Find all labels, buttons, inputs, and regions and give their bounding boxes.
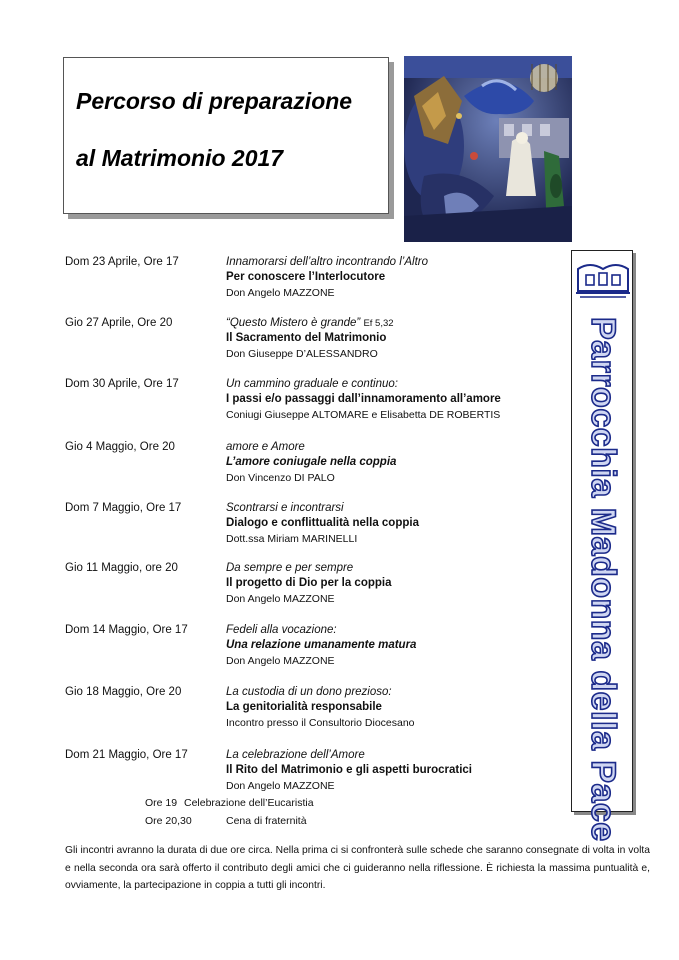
entry-speaker: Don Vincenzo DI PALO — [226, 472, 335, 484]
entry-date: Gio 4 Maggio, Ore 20 — [65, 441, 175, 453]
entry-speaker: Don Angelo MAZZONE — [226, 593, 335, 605]
entry-topic: I passi e/o passaggi dall’innamoramento all’amore — [226, 393, 501, 405]
dinner-time: Ore 20,30 — [145, 815, 192, 827]
entry-date: Dom 14 Maggio, Ore 17 — [65, 624, 188, 636]
entry-theme: La custodia di un dono prezioso: — [226, 686, 392, 698]
entry-date: Dom 7 Maggio, Ore 17 — [65, 502, 182, 514]
entry-speaker: Don Angelo MAZZONE — [226, 780, 335, 792]
title-box — [63, 57, 389, 214]
entry-theme: Da sempre e per sempre — [226, 562, 354, 574]
entry-date: Dom 23 Aprile, Ore 17 — [65, 256, 179, 268]
entry-topic: Il Rito del Matrimonio e gli aspetti burocratici — [226, 764, 473, 776]
entry-topic: L’amore coniugale nella coppia — [226, 456, 397, 468]
entry-topic: Il progetto di Dio per la coppia — [226, 577, 392, 589]
entry-theme: Innamorarsi dell’altro incontrando l’Altro — [226, 256, 428, 268]
entry-topic: Dialogo e conflittualità nella coppia — [226, 517, 419, 529]
church-logo-icon — [572, 251, 634, 301]
entry-theme: amore e Amore — [226, 441, 305, 453]
entry-theme-text: “Questo Mistero è grande” — [226, 317, 361, 329]
mass-time: Ore 19 — [145, 797, 178, 809]
entry-topic: La genitorialità responsabile — [226, 701, 382, 713]
footer-note: Gli incontri avranno la durata di due ore circa. Nella prima ci si confronterà sulle schede che saranno consegnate di volta in volta e nella seconda ora sarà offerto il contributo degli amici che ci guideranno nella riflessione. È richiesta la massima puntualità e, ovviamente, la partecipazione in coppia a tutti gli incontri. — [65, 845, 650, 891]
entry-theme: Fedeli alla vocazione: — [226, 624, 337, 636]
entry-theme: Un cammino graduale e continuo: — [226, 378, 398, 390]
mass-label: Celebrazione dell’Eucaristia — [184, 797, 314, 809]
entry-speaker: Dott.ssa Miriam MARINELLI — [226, 533, 358, 545]
parish-name: Parrocchia Madonna della Pace — [584, 317, 622, 842]
parish-banner — [571, 250, 633, 842]
entry-speaker: Incontro presso il Consultorio Diocesano — [226, 717, 415, 729]
entry-speaker: Don Giuseppe D’ALESSANDRO — [226, 348, 378, 360]
entry-speaker: Don Angelo MAZZONE — [226, 287, 335, 299]
entry-theme: Scontrarsi e incontrarsi — [226, 502, 344, 514]
dinner-label: Cena di fraternità — [226, 815, 307, 827]
entry-theme: La celebrazione dell’Amore — [226, 749, 365, 761]
entry-date: Dom 30 Aprile, Ore 17 — [65, 378, 179, 390]
painting-image — [404, 56, 572, 242]
entry-topic: Il Sacramento del Matrimonio — [226, 332, 387, 344]
entry-date: Gio 18 Maggio, Ore 20 — [65, 686, 182, 698]
page-title-line-2: al Matrimonio 2017 — [76, 145, 284, 171]
entry-date: Gio 27 Aprile, Ore 20 — [65, 317, 173, 329]
entry-theme-reference: Ef 5,32 — [363, 318, 394, 329]
entry-topic: Una relazione umanamente matura — [226, 639, 417, 651]
entry-speaker: Don Angelo MAZZONE — [226, 655, 335, 667]
page-title-line-1: Percorso di preparazione — [76, 88, 353, 114]
entry-topic: Per conoscere l’Interlocutore — [226, 271, 386, 283]
entry-date: Gio 11 Maggio, ore 20 — [65, 562, 178, 574]
entry-theme — [226, 317, 394, 329]
entry-speaker: Coniugi Giuseppe ALTOMARE e Elisabetta DE ROBERTIS — [226, 409, 501, 421]
entry-date: Dom 21 Maggio, Ore 17 — [65, 749, 188, 761]
